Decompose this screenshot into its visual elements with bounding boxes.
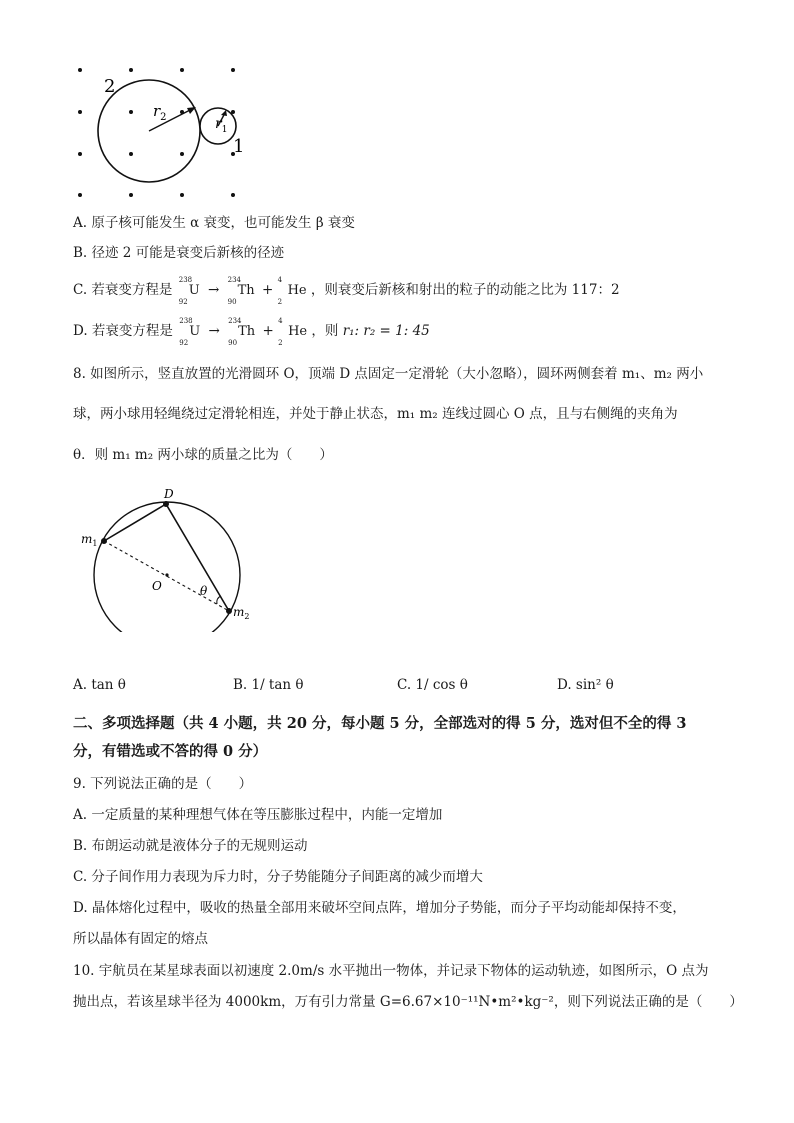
label-m1: $m_1$ [81, 532, 98, 548]
q7-option-d-suffix: ，则 [311, 323, 339, 339]
decay-equation: 238 92 U → 234 90 Th + 4 2 He [178, 275, 307, 306]
q7-option-a: A. 原子核可能发生 α 衰变，也可能发生 β 衰变 [73, 215, 355, 231]
decay-track-figure [60, 58, 260, 208]
q8-option-b: B. 1/ tan θ [233, 677, 304, 693]
ring-pulley-figure [70, 482, 270, 632]
q10-stem-line1: 10. 宇航员在某星球表面以初速度 2.0m/s 水平抛出一物体，并记录下物体的运动轨迹，如图所示，O 点为 [73, 963, 709, 979]
q9-option-d-line2: 所以晶体有固定的熔点 [73, 931, 208, 947]
field-dots [78, 68, 235, 197]
q9-option-a: A. 一定质量的某种理想气体在等压膨胀过程中，内能一定增加 [73, 807, 443, 823]
q10-stem-line2: 抛出点，若该星球半径为 4000km，万有引力常量 G=6.67×10⁻¹¹N•m²•kg⁻²，则下列说法正确的是（ ） [73, 994, 743, 1010]
radius-r1-arrowhead [221, 110, 227, 116]
q7-option-d [73, 316, 430, 347]
q7-option-c [73, 275, 620, 306]
q8-stem-line2: 球，两小球用轻绳绕过定滑轮相连，并处于静止状态，m₁ m₂ 连线过圆心 O 点，且与右侧绳的夹角为 [73, 406, 678, 422]
q7-option-b: B. 径迹 2 可能是衰变后新核的径迹 [73, 245, 285, 261]
label-m2: $m_2$ [233, 605, 250, 621]
section2-heading-line2: 分，有错选或不答的得 0 分） [73, 743, 268, 760]
r1-label: $r_1$ [215, 116, 228, 135]
decay-equation-d: 238 92 U → 234 90 Th + 4 2 He [179, 316, 308, 347]
ball-m1 [101, 538, 107, 544]
r2-label: $r_2$ [153, 102, 167, 123]
track-2-label: 2 [104, 76, 116, 97]
q9-stem: 9. 下列说法正确的是（ ） [73, 776, 253, 792]
center-o-point [165, 573, 168, 576]
q8-option-c: C. 1/ cos θ [397, 677, 468, 693]
q8-stem-line3: θ．则 m₁ m₂ 两小球的质量之比为（ ） [73, 447, 333, 463]
rope-d-m2 [166, 504, 229, 611]
radius-r2-arrowhead [187, 107, 196, 114]
q7-option-d-ratio: r₁: r₂ = 1: 45 [342, 323, 430, 339]
q9-option-d-line1: D. 晶体熔化过程中，吸收的热量全部用来破坏空间点阵，增加分子势能，而分子平均动能却保持不变， [73, 900, 686, 916]
q8-option-a: A. tan θ [73, 677, 126, 693]
ball-m2 [226, 608, 232, 614]
label-theta: θ [200, 584, 208, 598]
q7-option-c-prefix: C. 若衰变方程是 [73, 282, 173, 298]
label-o: O [152, 579, 162, 593]
track-1-label: 1 [233, 136, 245, 157]
q9-option-b: B. 布朗运动就是液体分子的无规则运动 [73, 838, 308, 854]
section2-heading-line1: 二、多项选择题（共 4 小题，共 20 分，每小题 5 分，全部选对的得 5 分，选对但不全的得 3 [73, 715, 687, 732]
label-d: D [164, 487, 174, 501]
q9-option-c: C. 分子间作用力表现为斥力时，分子势能随分子间距离的减少而增大 [73, 869, 483, 885]
q8-stem-line1: 8. 如图所示，竖直放置的光滑圆环 O，顶端 D 点固定一定滑轮（大小忽略），圆环两侧套着 m₁、m₂ 两小 [73, 366, 704, 382]
smooth-ring-circle [94, 502, 240, 632]
pulley-d-point [163, 501, 169, 507]
q7-option-c-suffix: ，则衰变后新核和射出的粒子的动能之比为 117：2 [310, 282, 620, 298]
q8-option-d: D. sin² θ [557, 677, 614, 693]
q7-option-d-prefix: D. 若衰变方程是 [73, 323, 173, 339]
